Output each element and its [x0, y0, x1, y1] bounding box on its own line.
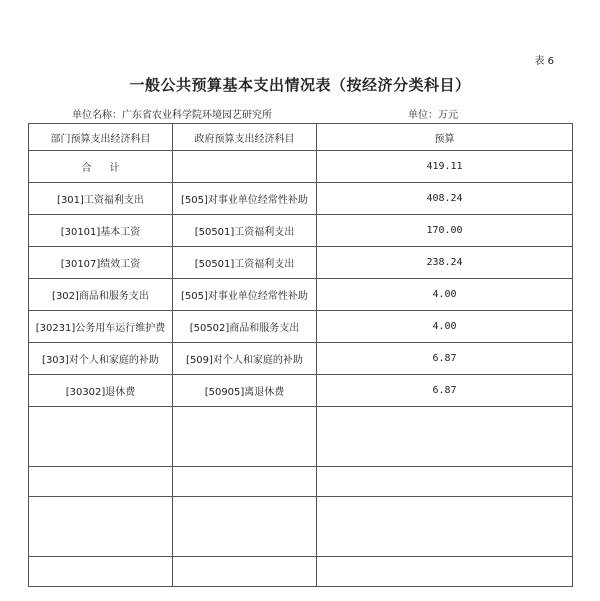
- table-row: [29, 343, 573, 375]
- gov-cell: [50501]工资福利支出: [173, 215, 317, 247]
- column-header-dept: 部门预算支出经济科目: [29, 124, 173, 151]
- page-title: 一般公共预算基本支出情况表（按经济分类科目）: [129, 76, 471, 94]
- empty-cell: [173, 407, 317, 467]
- amount-cell: 4.00: [317, 311, 573, 343]
- table-row: [29, 311, 573, 343]
- table-number: 表 6: [534, 56, 554, 67]
- total-row: [29, 151, 573, 183]
- table-row: [29, 247, 573, 279]
- empty-row: [29, 557, 573, 587]
- dept-cell: [30231]公务用车运行维护费: [29, 311, 173, 343]
- table-row: [29, 375, 573, 407]
- column-header-gov: 政府预算支出经济科目: [173, 124, 317, 151]
- table-row: [29, 215, 573, 247]
- total-empty-cell: [173, 151, 317, 183]
- unit-currency: 单位：万元: [408, 110, 458, 121]
- empty-cell: [29, 467, 173, 497]
- amount-cell: 6.87: [317, 375, 573, 407]
- dept-cell: [302]商品和服务支出: [29, 279, 173, 311]
- table-row: [29, 279, 573, 311]
- total-value-cell: 419.11: [317, 151, 573, 183]
- empty-cell: [29, 557, 173, 587]
- empty-cell: [173, 497, 317, 557]
- empty-cell: [317, 407, 573, 467]
- dept-cell: [30302]退休费: [29, 375, 173, 407]
- amount-cell: 4.00: [317, 279, 573, 311]
- empty-cell: [317, 557, 573, 587]
- gov-cell: [505]对事业单位经常性补助: [173, 279, 317, 311]
- empty-cell: [173, 467, 317, 497]
- amount-cell: 170.00: [317, 215, 573, 247]
- dept-cell: [303]对个人和家庭的补助: [29, 343, 173, 375]
- table-row: [29, 183, 573, 215]
- empty-row: [29, 407, 573, 467]
- unit-organization: 单位名称：广东省农业科学院环境园艺研究所: [72, 110, 272, 121]
- table-header-row: [29, 124, 573, 151]
- amount-cell: 408.24: [317, 183, 573, 215]
- gov-cell: [50905]离退休费: [173, 375, 317, 407]
- unit-info-line: [28, 106, 572, 120]
- amount-cell: 238.24: [317, 247, 573, 279]
- empty-cell: [29, 497, 173, 557]
- budget-table: [28, 123, 573, 587]
- empty-row: [29, 497, 573, 557]
- dept-cell: [301]工资福利支出: [29, 183, 173, 215]
- empty-cell: [173, 557, 317, 587]
- total-label: 合计: [81, 163, 138, 174]
- empty-cell: [317, 497, 573, 557]
- total-label-cell: [29, 151, 173, 183]
- gov-cell: [505]对事业单位经常性补助: [173, 183, 317, 215]
- gov-cell: [50501]工资福利支出: [173, 247, 317, 279]
- empty-row: [29, 467, 573, 497]
- dept-cell: [30101]基本工资: [29, 215, 173, 247]
- empty-cell: [317, 467, 573, 497]
- empty-cell: [29, 407, 173, 467]
- column-header-amount: 预算: [317, 124, 573, 151]
- gov-cell: [50502]商品和服务支出: [173, 311, 317, 343]
- amount-cell: 6.87: [317, 343, 573, 375]
- gov-cell: [509]对个人和家庭的补助: [173, 343, 317, 375]
- dept-cell: [30107]绩效工资: [29, 247, 173, 279]
